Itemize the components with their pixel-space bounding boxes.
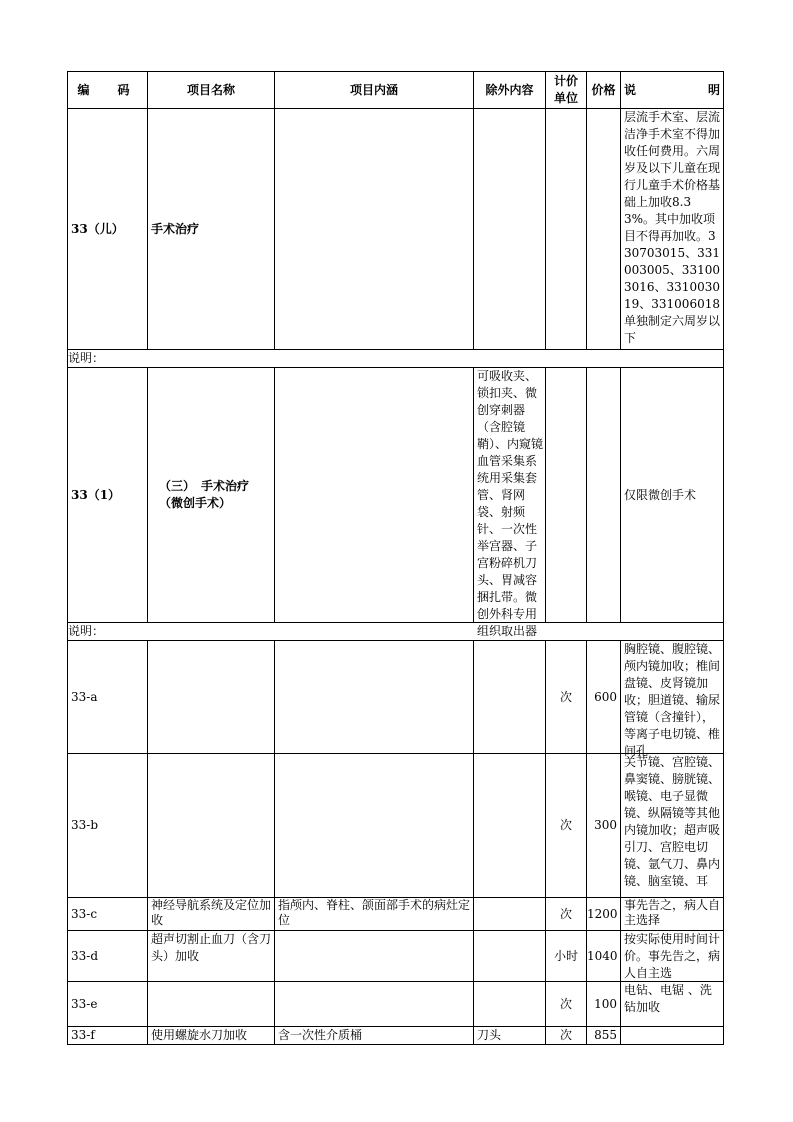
row-note — [621, 1027, 724, 1045]
row-exclusions — [474, 898, 546, 931]
row-note-cell — [621, 641, 724, 758]
remark-label: 说明： — [68, 350, 724, 368]
row-exclusions — [474, 982, 546, 1027]
section-exclusions-cell — [474, 368, 546, 638]
row-content: 指颅内、脊柱、颌面部手术的病灶定位 — [278, 898, 471, 927]
section-code: 33（1） — [68, 368, 148, 623]
row-name-cell — [148, 931, 275, 982]
header-content: 项目内涵 — [275, 72, 474, 109]
row-content — [275, 982, 474, 1027]
row-unit: 次 — [546, 754, 587, 898]
section-exclusions: 可吸收夹、锁扣夹、微创穿刺器（含腔镜鞘）、内窥镜血管采集系统用采集套管、肾网袋、射频针、一次性举宫器、子宫粉碎机刀头、胃减容捆扎带。微创外科专用组织取出器 — [477, 369, 544, 638]
row-name-cell — [148, 898, 275, 931]
row-content — [275, 641, 474, 754]
row-note: 胸腔镜、腹腔镜、颅内镜加收；椎间盘镜、皮肾镜加收；胆道镜、输尿管镜（含撞针），等离子电切镜、椎间孔 — [624, 642, 721, 758]
row-price: 855 — [587, 1027, 621, 1045]
row-note-cell — [621, 754, 724, 898]
remark-label: 说明： — [68, 623, 724, 641]
row-note: 电钻、电锯 、洗钻加收 — [624, 983, 712, 1014]
table-row — [68, 641, 724, 754]
header-exclusions: 除外内容 — [474, 72, 546, 109]
remark-row — [68, 350, 724, 368]
remark-row — [68, 623, 724, 641]
table-row — [68, 931, 724, 982]
table-row — [68, 898, 724, 931]
row-name — [148, 641, 275, 754]
row-note: 事先告之，病人自主选择 — [624, 898, 721, 927]
section-content — [275, 368, 474, 623]
row-price: 1040 — [587, 931, 621, 982]
row-name: 神经导航系统及定位加收 — [151, 898, 272, 927]
section-name: （三） 手术治疗（微创手术） — [148, 368, 275, 623]
row-price: 1200 — [587, 898, 621, 931]
row-unit: 小时 — [546, 931, 587, 982]
row-price: 600 — [587, 641, 621, 754]
section-note-cell — [621, 109, 724, 350]
table-row — [68, 982, 724, 1027]
section-name: 手术治疗 — [148, 109, 275, 350]
table-row — [68, 754, 724, 898]
row-note: 关节镜、宫腔镜、鼻窦镜、膀胱镜、喉镜、电子显微镜、纵隔镜等其他内镜加收；超声吸引刀、宫腔电切镜、氩气刀、鼻内镜、脑室镜、耳 — [624, 755, 721, 888]
section-exclusions — [474, 109, 546, 350]
row-code: 33-e — [68, 982, 148, 1027]
row-unit: 次 — [546, 898, 587, 931]
row-name — [148, 982, 275, 1027]
header-price: 价格 — [587, 72, 621, 109]
table-row — [68, 1027, 724, 1045]
price-table — [67, 71, 724, 1045]
row-code: 33-a — [68, 641, 148, 754]
row-unit: 次 — [546, 982, 587, 1027]
section-content — [275, 109, 474, 350]
header-name: 项目名称 — [148, 72, 275, 109]
section-price — [587, 368, 621, 623]
row-content: 含一次性介质桶 — [275, 1027, 474, 1045]
section-note: 仅限微创手术 — [621, 368, 724, 623]
row-unit: 次 — [546, 641, 587, 754]
row-note-cell — [621, 931, 724, 982]
section-note: 层流手术室、层流洁净手术室不得加收任何费用。六周岁及以下儿童在现行儿童手术价格基础上加收8.33%。其中加收项目不得再加收。330703015、331003005、331003016、331003019、331006018单独制定六周岁以下 — [624, 110, 721, 345]
row-code: 33-f — [68, 1027, 148, 1045]
row-code: 33-b — [68, 754, 148, 898]
row-exclusions — [474, 754, 546, 898]
row-price: 300 — [587, 754, 621, 898]
row-content-cell — [275, 898, 474, 931]
row-note: 按实际使用时间计价。事先告之，病人自主选 — [624, 932, 721, 980]
header-note: 说 明 — [621, 72, 724, 109]
section-unit — [546, 109, 587, 350]
section-price — [587, 109, 621, 350]
header-row — [68, 72, 724, 109]
row-price: 100 — [587, 982, 621, 1027]
row-unit: 次 — [546, 1027, 587, 1045]
section-code: 33（儿） — [68, 109, 148, 350]
section-row-children — [68, 109, 724, 350]
row-note-cell — [621, 982, 724, 1027]
row-name: 超声切割止血刀（含刀头）加收 — [151, 932, 272, 963]
row-code: 33-d — [68, 931, 148, 982]
header-unit: 计价单位 — [546, 72, 587, 109]
section-row-minimally-invasive — [68, 368, 724, 623]
row-name: 使用螺旋水刀加收 — [148, 1027, 275, 1045]
row-exclusions — [474, 931, 546, 982]
row-name — [148, 754, 275, 898]
row-exclusions: 刀头 — [474, 1027, 546, 1045]
header-code: 编 码 — [68, 72, 148, 109]
row-code: 33-c — [68, 898, 148, 931]
row-content — [275, 931, 474, 982]
row-note-cell — [621, 898, 724, 931]
row-content — [275, 754, 474, 898]
section-unit — [546, 368, 587, 623]
row-exclusions — [474, 641, 546, 754]
